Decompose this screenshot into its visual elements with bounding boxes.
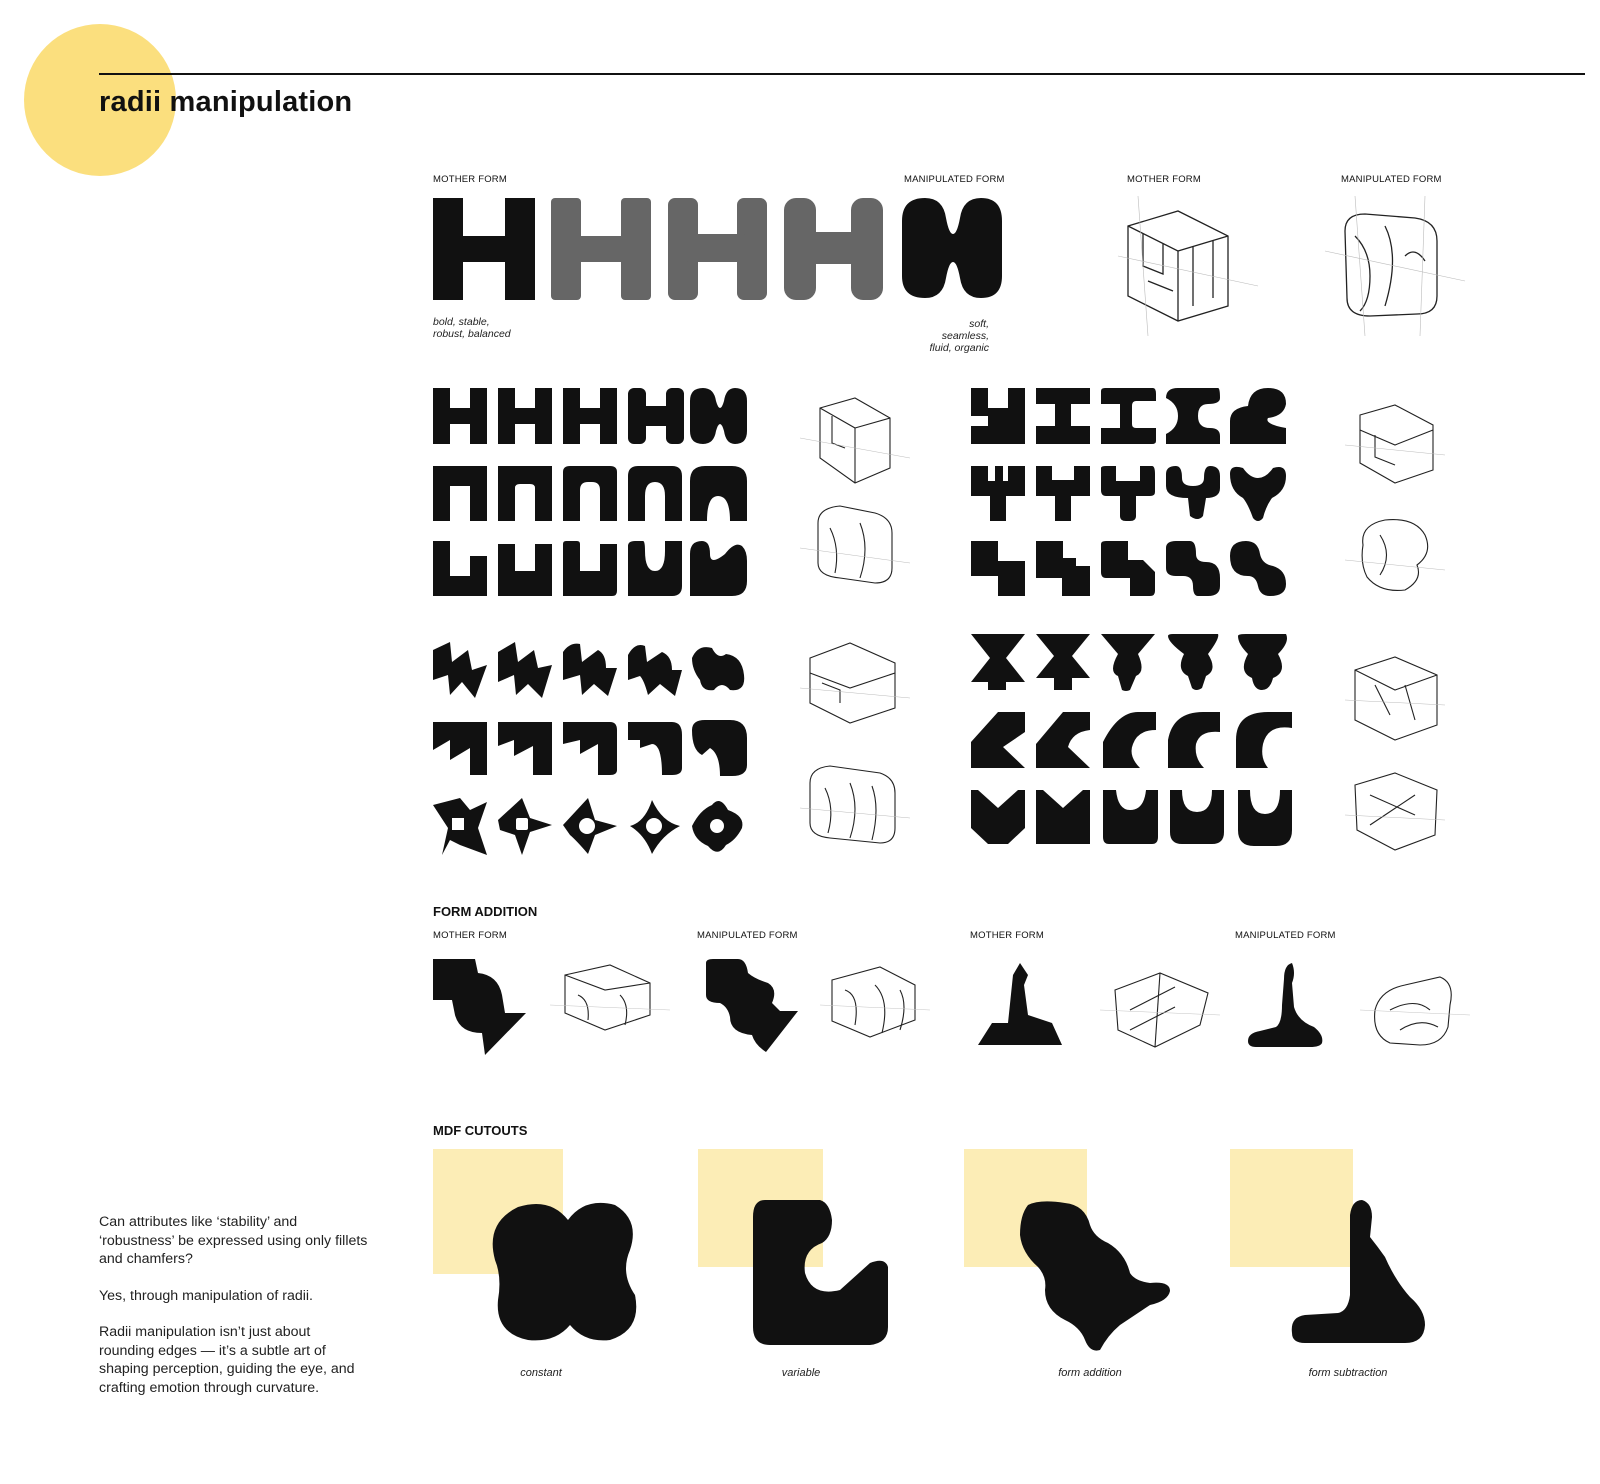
fa-manipulated-shape-2 — [706, 959, 798, 1052]
grid-row-c — [971, 712, 1292, 768]
page-title: radii manipulation — [99, 86, 353, 118]
sidebar-answer: Yes, through manipulation of radii. — [99, 1287, 314, 1304]
mdf-cutouts-heading: MDF CUTOUTS — [433, 1123, 528, 1138]
grid-row-y — [971, 466, 1286, 521]
grid-row-bowtie — [971, 634, 1287, 691]
mother-note: bold, stable, robust, balanced — [433, 316, 511, 340]
grid-row-t — [971, 388, 1286, 444]
cutout-form-subtraction — [1292, 1200, 1425, 1343]
h-step-3-glyph — [784, 198, 883, 300]
mother-form-sketch — [1118, 196, 1258, 336]
fa-mother-shape-3 — [978, 963, 1062, 1045]
h-step-2-glyph — [668, 198, 767, 300]
cutout-form-addition — [1020, 1201, 1170, 1350]
fa-manipulated-label-1: MANIPULATED FORM — [697, 930, 798, 941]
h-mother-glyph — [433, 198, 535, 300]
fa-manipulated-label-2: MANIPULATED FORM — [1235, 930, 1336, 941]
mother-form-3d-label: MOTHER FORM — [1127, 174, 1201, 185]
cutout-variable — [753, 1200, 888, 1345]
h-step-1-glyph — [551, 198, 651, 300]
mother-form-label: MOTHER FORM — [433, 174, 507, 185]
sidebar-text — [99, 1213, 369, 1415]
grid-row-corner — [433, 720, 747, 776]
manipulated-form-sketch — [1325, 196, 1465, 336]
fa-mother-shape-1 — [433, 959, 526, 1055]
mdf-caption-constant: constant — [520, 1367, 562, 1379]
header-rule — [99, 73, 1585, 75]
sidebar-body: Radii manipulation isn’t just about rounding edges — it’s a subtle art of shaping perception, guiding the eye, and crafting emotion through curvature. — [99, 1324, 355, 1396]
grid-row-step — [433, 541, 747, 596]
sidebar-question: Can attributes like ‘stability’ and ‘robustness’ be expressed using only fillets and chamfers? — [99, 1214, 368, 1267]
form-addition-row — [430, 955, 1470, 1070]
grid-arrow-variants — [430, 640, 750, 860]
mdf-caption-form-subtraction: form subtraction — [1308, 1367, 1388, 1379]
fa-mother-label-1: MOTHER FORM — [433, 930, 507, 941]
h-manipulated-glyph — [902, 198, 1002, 298]
mdf-cutouts-row — [480, 1195, 1440, 1360]
form-addition-heading: FORM ADDITION — [433, 904, 538, 919]
right-sketches — [1345, 395, 1445, 865]
manipulated-note: soft, seamless, fluid, organic — [929, 318, 989, 354]
grid-t-variants — [968, 386, 1298, 601]
fa-mother-label-2: MOTHER FORM — [970, 930, 1044, 941]
mdf-caption-form-addition: form addition — [1058, 1367, 1122, 1379]
h-progression — [430, 196, 1010, 306]
grid-row-s — [971, 541, 1286, 596]
cutout-constant — [493, 1203, 637, 1340]
fa-manipulated-shape-4 — [1248, 963, 1322, 1047]
grid-row-h — [433, 388, 747, 444]
fa-sketch-1 — [565, 965, 650, 1030]
mdf-caption-variable: variable — [781, 1367, 821, 1379]
grid-h-variants — [430, 386, 750, 601]
grid-row-zigzag — [433, 642, 744, 698]
grid-row-arch — [433, 466, 747, 521]
manipulated-form-label: MANIPULATED FORM — [904, 174, 1005, 185]
manipulated-form-3d-label: MANIPULATED FORM — [1341, 174, 1442, 185]
fa-sketch-3 — [1115, 973, 1208, 1047]
grid-bowtie-variants — [968, 632, 1298, 852]
left-sketches — [800, 388, 910, 858]
fa-sketch-2 — [832, 967, 915, 1037]
